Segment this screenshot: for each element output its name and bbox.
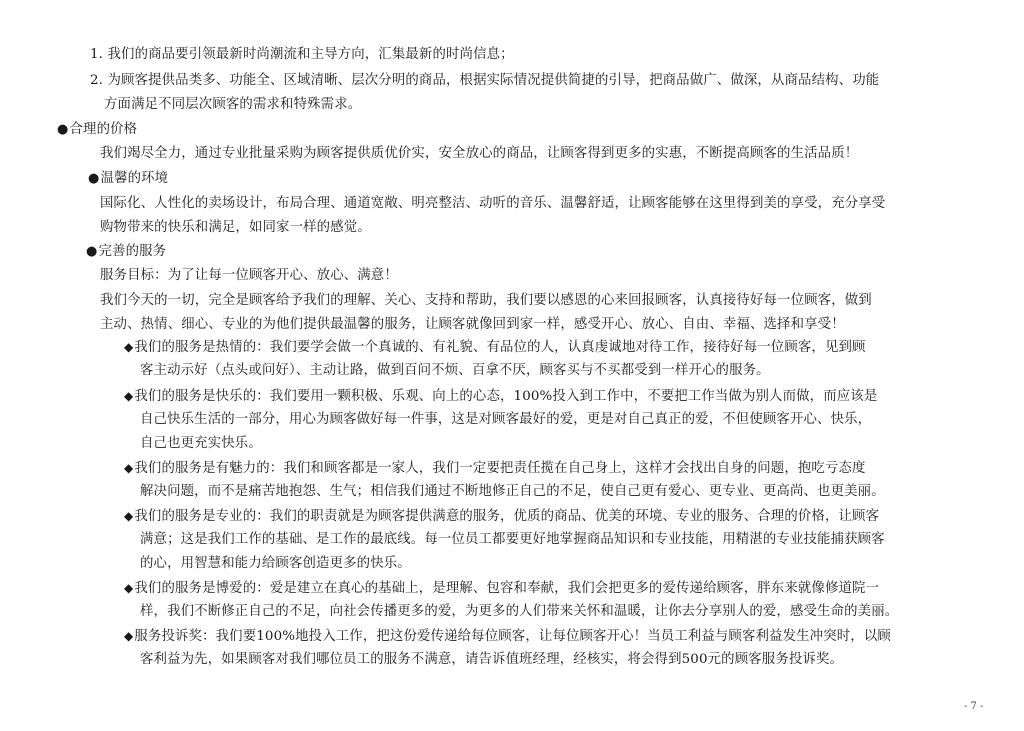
point-text-cont: 自己也更充实快乐。 <box>140 436 262 451</box>
point-text-cont: 满意；这是我们工作的基础、是工作的最底线。每一位员工都要更好地掌握商品知识和专业技能，用精湛的专业技能捕获顾客 <box>140 532 885 547</box>
heading-text: 合理的价格 <box>69 122 138 137</box>
diamond-bullet-icon: ◆ <box>124 389 134 403</box>
point-text-cont: 客利益为先，如果顾客对我们哪位员工的服务不满意，请告诉值班经理，经核实，将会得到500元的顾客服务投诉奖。 <box>140 652 844 667</box>
intro-item-1: 1. 我们的商品要引领最新时尚潮流和主导方向，汇集最新的时尚信息； <box>90 47 514 62</box>
section-heading-service <box>86 244 166 260</box>
point-text: 我们的服务是快乐的：我们要用一颗积极、乐观、向上的心态，100%投入到工作中，不要把工作当做为别人而做，而应该是 <box>134 389 878 404</box>
point-text-cont: 自己快乐生活的一部分，用心为顾客做好每一件事，这是对顾客最好的爱，更是对自己真正的爱，不但使顾客开心、快乐， <box>140 412 872 427</box>
diamond-bullet-icon: ◆ <box>124 581 134 595</box>
section-body-line: 主动、热情、细心、专业的为他们提供最温馨的服务，让顾客就像回到家一样，感受开心、放心、自由、幸福、选择和享受！ <box>100 317 845 332</box>
point-text-cont: 的心，用智慧和能力给顾客创造更多的快乐。 <box>140 556 411 571</box>
bullet-dot-icon: ● <box>88 171 100 186</box>
heading-text: 温馨的环境 <box>100 171 169 186</box>
diamond-bullet-icon: ◆ <box>124 461 134 475</box>
service-point-love <box>124 580 879 597</box>
point-text: 我们的服务是热情的：我们要学会做一个真诚的、有礼貌、有品位的人，认真虔诚地对待工作，接待好每一位顾客，见到顾 <box>134 340 866 355</box>
intro-item-2: 2. 为顾客提供品类多、功能全、区域清晰、层次分明的商品，根据实际情况提供简捷的引导，把商品做广、做深，从商品结构、功能 <box>90 73 880 88</box>
section-body-line: 我们竭尽全力，通过专业批量采购为顾客提供质优价实，安全放心的商品，让顾客得到更多的实惠，不断提高顾客的生活品质！ <box>100 146 859 161</box>
section-heading-price <box>57 122 137 138</box>
intro-item-2-cont: 方面满足不同层次顾客的需求和特殊需求。 <box>104 97 362 112</box>
section-body-line: 购物带来的快乐和满足，如同家一样的感觉。 <box>100 220 371 235</box>
section-body-line: 我们今天的一切，完全是顾客给予我们的理解、关心、支持和帮助，我们要以感恩的心来回报顾客，认真接待好每一位顾客，做到 <box>100 293 872 308</box>
point-text: 我们的服务是博爱的：爱是建立在真心的基础上，是理解、包容和奉献，我们会把更多的爱传递给顾客，胖东来就像修道院一 <box>134 581 880 596</box>
service-point-professional <box>124 508 879 525</box>
diamond-bullet-icon: ◆ <box>124 340 134 354</box>
point-text-cont: 样，我们不断修正自己的不足，向社会传播更多的爱，为更多的人们带来关怀和温暖，让你去分享别人的爱，感受生命的美丽。 <box>140 604 899 619</box>
point-text-cont: 客主动示好（点头或问好）、主动让路，做到百问不烦、百拿不厌，顾客买与不买都受到一样开心的服务。 <box>140 363 770 378</box>
point-text-cont: 解决问题，而不是痛苦地抱怨、生气；相信我们通过不断地修正自己的不足，使自己更有爱心、更专业、更高尚、也更美丽。 <box>140 484 885 499</box>
service-point-charming <box>124 460 866 477</box>
page-number: - 7 - <box>964 701 984 712</box>
bullet-dot-icon: ● <box>86 244 98 259</box>
service-point-happy <box>124 388 877 405</box>
service-point-warm <box>124 339 866 356</box>
heading-text: 完善的服务 <box>98 244 167 259</box>
diamond-bullet-icon: ◆ <box>124 509 134 523</box>
point-text: 服务投诉奖：我们要100%地投入工作，把这份爱传递给每位顾客，让每位顾客开心！当员工利益与顾客利益发生冲突时，以顾 <box>134 629 891 644</box>
service-goal-line: 服务目标：为了让每一位顾客开心、放心、满意！ <box>100 268 398 283</box>
section-body-line: 国际化、人性化的卖场设计，布局合理、通道宽敞、明亮整洁、动听的音乐、温馨舒适，让顾客能够在这里得到美的享受，充分享受 <box>100 196 886 211</box>
section-heading-environment <box>88 171 168 187</box>
service-point-complaint-award <box>124 628 891 645</box>
point-text: 我们的服务是专业的：我们的职责就是为顾客提供满意的服务，优质的商品、优美的环境、专业的服务、合理的价格，让顾客 <box>134 509 880 524</box>
diamond-bullet-icon: ◆ <box>124 629 134 643</box>
point-text: 我们的服务是有魅力的：我们和顾客都是一家人，我们一定要把责任揽在自己身上，这样才会找出自身的问题，抱吃亏态度 <box>134 461 866 476</box>
bullet-dot-icon: ● <box>57 122 69 137</box>
